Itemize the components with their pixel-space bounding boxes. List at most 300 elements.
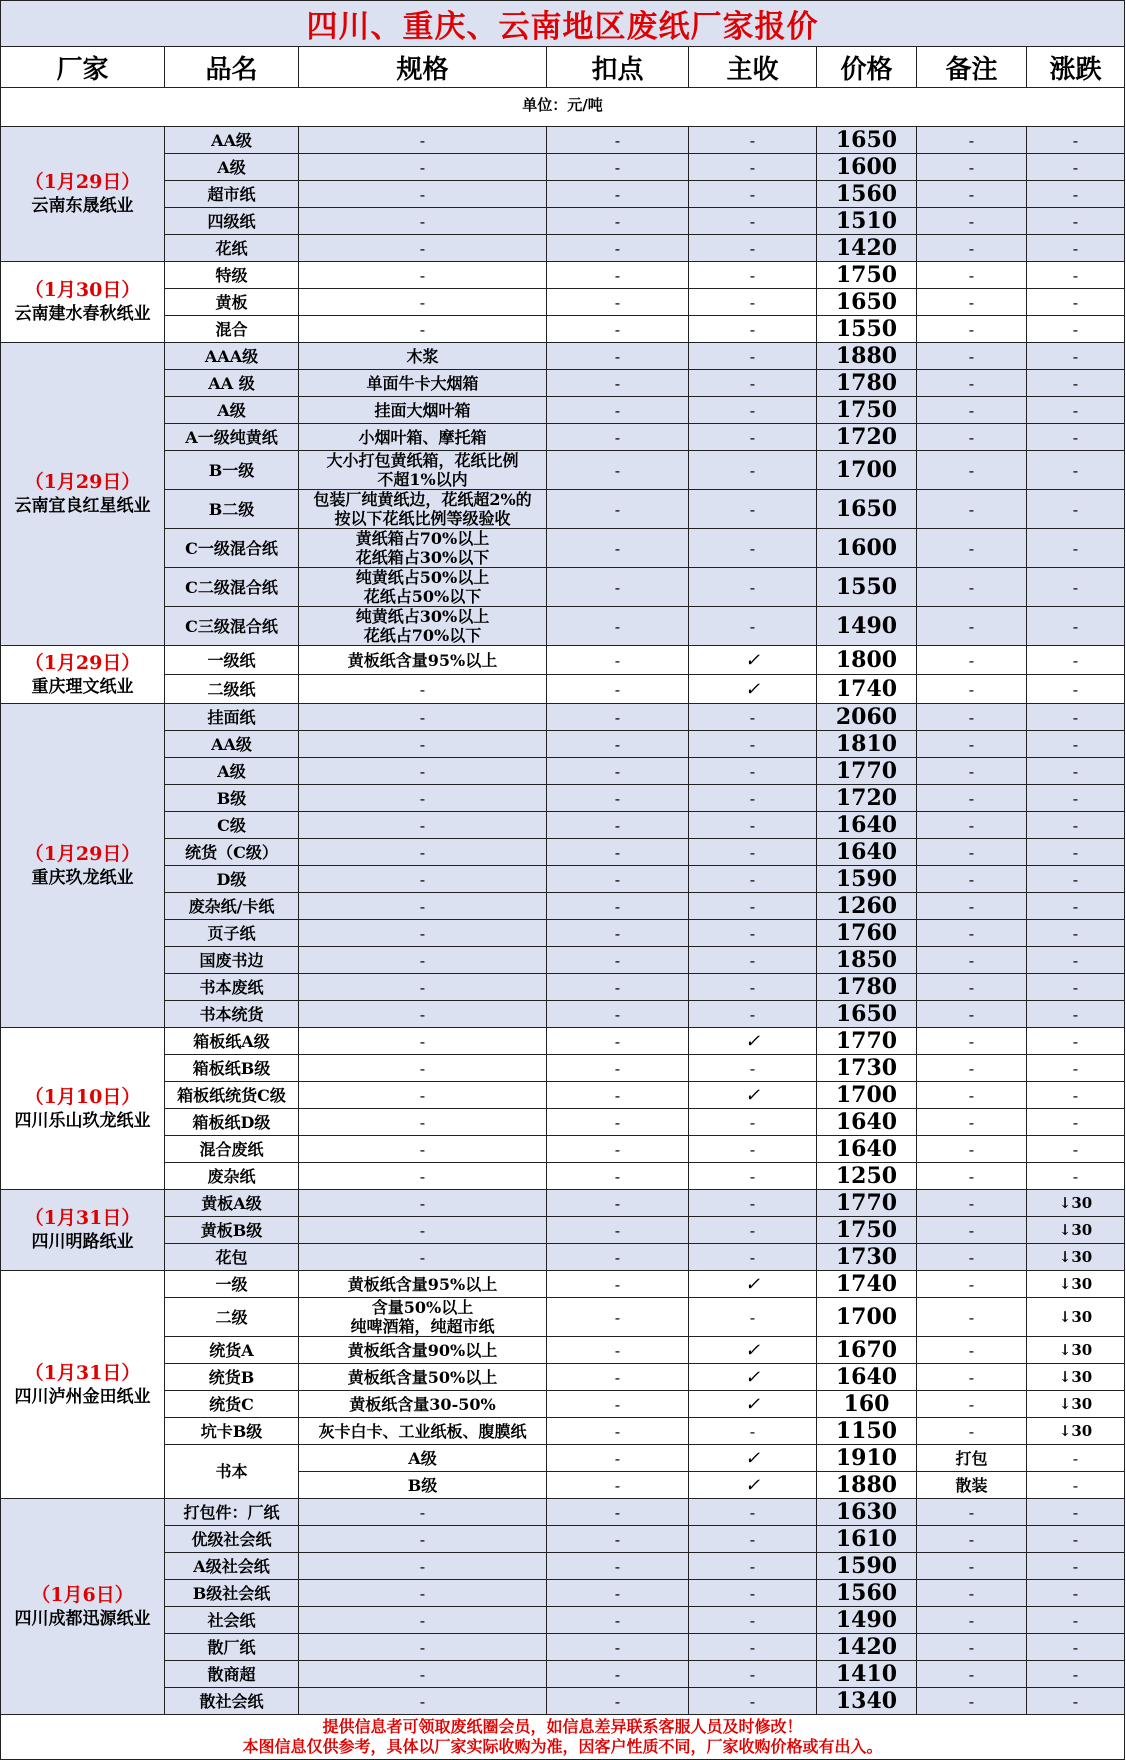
change-cell: - [1027,289,1125,316]
change-cell: - [1027,893,1125,920]
product-cell: A级 [165,397,299,424]
product-cell: A级 [165,758,299,785]
change-cell: - [1027,675,1125,704]
table-row [1,731,1125,758]
note-cell: - [917,1109,1027,1136]
spec-cell: 单面牛卡大烟箱 [299,370,547,397]
product-cell: 箱板纸统货C级 [165,1082,299,1109]
change-cell: - [1027,1634,1125,1661]
price-cell: 1640 [817,812,917,839]
main-purchase-cell: - [689,529,817,568]
change-cell: - [1027,397,1125,424]
product-cell: 散社会纸 [165,1688,299,1715]
change-cell: - [1027,839,1125,866]
price-cell: 1880 [817,1472,917,1499]
price-rows [1,127,1125,1715]
deduction-cell: - [547,1337,689,1364]
table-row [1,397,1125,424]
note-cell: - [917,154,1027,181]
deduction-cell: - [547,1364,689,1391]
note-cell: 散装 [917,1472,1027,1499]
spec-cell: - [299,181,547,208]
deduction-cell: - [547,490,689,529]
price-cell: 1650 [817,127,917,154]
change-cell: ↓30 [1027,1190,1125,1217]
spec-cell: - [299,1526,547,1553]
table-row [1,1163,1125,1190]
main-purchase-cell: - [689,1553,817,1580]
product-cell: 特级 [165,262,299,289]
manufacturer-name: 云南宜良红星纸业 [14,496,151,516]
table-row [1,1244,1125,1271]
deduction-cell: - [547,424,689,451]
change-cell: ↓30 [1027,1391,1125,1418]
main-purchase-cell: - [689,490,817,529]
main-purchase-cell: - [689,1190,817,1217]
spec-cell: - [299,1136,547,1163]
manufacturer-name: 四川成都迅源纸业 [14,1608,151,1629]
change-cell: - [1027,529,1125,568]
product-cell: 箱板纸D级 [165,1109,299,1136]
product-cell: 混合 [165,316,299,343]
change-cell: - [1027,1688,1125,1715]
table-row [1,235,1125,262]
table-row [1,1298,1125,1337]
deduction-cell: - [547,529,689,568]
spec-cell: 灰卡白卡、工业纸板、腹膜纸 [299,1418,547,1445]
product-cell: C级 [165,812,299,839]
table-row [1,646,1125,675]
note-cell: - [917,424,1027,451]
table-row [1,1055,1125,1082]
product-cell: 花包 [165,1244,299,1271]
main-purchase-cell: - [689,812,817,839]
spec-cell: - [299,1163,547,1190]
note-cell: - [917,370,1027,397]
spec-cell: - [299,127,547,154]
price-cell: 1610 [817,1526,917,1553]
product-cell: 书本统货 [165,1001,299,1028]
note-cell: - [917,1136,1027,1163]
product-cell: B一级 [165,451,299,490]
table-row [1,1109,1125,1136]
spec-cell: - [299,1499,547,1526]
main-purchase-cell: - [689,704,817,731]
deduction-cell: - [547,1688,689,1715]
price-cell: 1640 [817,1136,917,1163]
table-row [1,1217,1125,1244]
table-row [1,920,1125,947]
deduction-cell: - [547,731,689,758]
manufacturer-name: 云南建水春秋纸业 [14,304,151,324]
change-cell: - [1027,451,1125,490]
note-cell: - [917,397,1027,424]
note-cell: - [917,343,1027,370]
note-cell: - [917,839,1027,866]
product-cell: 优级社会纸 [165,1526,299,1553]
change-cell: - [1027,947,1125,974]
table-row [1,758,1125,785]
change-cell: - [1027,1082,1125,1109]
deduction-cell: - [547,947,689,974]
price-cell: 1700 [817,1082,917,1109]
deduction-cell: - [547,1634,689,1661]
spec-cell: - [299,1055,547,1082]
price-cell: 1740 [817,1271,917,1298]
main-purchase-cell: ✓ [689,1445,817,1472]
spec-cell: 挂面大烟叶箱 [299,397,547,424]
price-cell: 1420 [817,235,917,262]
main-purchase-cell: ✓ [689,1364,817,1391]
note-cell: - [917,1217,1027,1244]
change-cell: - [1027,370,1125,397]
price-cell: 1800 [817,646,917,675]
product-cell: AA级 [165,127,299,154]
deduction-cell: - [547,1499,689,1526]
product-cell: 废杂纸 [165,1163,299,1190]
note-cell: - [917,785,1027,812]
main-purchase-cell: - [689,1634,817,1661]
price-cell: 1730 [817,1244,917,1271]
change-cell: - [1027,1028,1125,1055]
change-cell: - [1027,920,1125,947]
main-purchase-cell: ✓ [689,675,817,704]
unit-row [1,88,1125,127]
footer-row [1,1715,1125,1760]
change-cell: - [1027,1163,1125,1190]
price-cell: 1650 [817,490,917,529]
change-cell: - [1027,866,1125,893]
main-purchase-cell: - [689,370,817,397]
change-cell: ↓30 [1027,1337,1125,1364]
spec-cell: 含量50%以上 纯啤酒箱，纯超市纸 [299,1298,547,1337]
manufacturer-cell [1,1271,165,1499]
deduction-cell: - [547,154,689,181]
table-row [1,1580,1125,1607]
deduction-cell: - [547,1217,689,1244]
note-cell: - [917,235,1027,262]
note-cell: - [917,1298,1027,1337]
deduction-cell: - [547,343,689,370]
change-cell: - [1027,646,1125,675]
change-cell: - [1027,424,1125,451]
price-cell: 1780 [817,370,917,397]
spec-cell: - [299,1634,547,1661]
note-cell: - [917,1337,1027,1364]
table-row [1,289,1125,316]
table-row [1,262,1125,289]
table-row [1,1082,1125,1109]
table-row [1,490,1125,529]
spec-cell: - [299,758,547,785]
spec-cell: - [299,1028,547,1055]
price-cell: 1560 [817,1580,917,1607]
main-purchase-cell: - [689,1580,817,1607]
main-purchase-cell: ✓ [689,1472,817,1499]
main-purchase-cell: - [689,731,817,758]
table-row [1,839,1125,866]
table-row [1,607,1125,646]
table-row [1,812,1125,839]
deduction-cell: - [547,1271,689,1298]
note-cell: - [917,1082,1027,1109]
spec-cell: - [299,1244,547,1271]
product-cell: B级社会纸 [165,1580,299,1607]
deduction-cell: - [547,1526,689,1553]
note-cell: - [917,1055,1027,1082]
note-cell: - [917,1607,1027,1634]
footer-line-1: 提供信息者可领取废纸圈会员，如信息差异联系客服人员及时修改！ [322,1717,803,1736]
change-cell: - [1027,1580,1125,1607]
spec-cell: - [299,1607,547,1634]
main-purchase-cell: - [689,1217,817,1244]
table-row [1,127,1125,154]
deduction-cell: - [547,1190,689,1217]
manufacturer-name: 四川明路纸业 [31,1232,134,1252]
change-cell: - [1027,568,1125,607]
deduction-cell: - [547,370,689,397]
deduction-cell: - [547,1136,689,1163]
main-purchase-cell: ✓ [689,1082,817,1109]
deduction-cell: - [547,1109,689,1136]
deduction-cell: - [547,1082,689,1109]
main-purchase-cell: - [689,235,817,262]
note-cell: - [917,731,1027,758]
deduction-cell: - [547,1580,689,1607]
product-cell: 坑卡B级 [165,1418,299,1445]
header-price: 价格 [817,47,917,88]
header-spec: 规格 [299,47,547,88]
price-cell: 1510 [817,208,917,235]
spec-cell: 木浆 [299,343,547,370]
product-cell: B级 [165,785,299,812]
main-purchase-cell: - [689,893,817,920]
price-cell: 1600 [817,529,917,568]
quote-date: （1月29日） [24,471,141,493]
product-cell: 散厂纸 [165,1634,299,1661]
note-cell: - [917,704,1027,731]
table-row [1,568,1125,607]
change-cell: - [1027,1445,1125,1472]
table-row [1,1688,1125,1715]
table-row [1,316,1125,343]
footer-line-2: 本图信息仅供参考，具体以厂家实际收购为准，因客户性质不同，厂家收购价格或有出入。 [242,1737,883,1756]
change-cell: - [1027,1136,1125,1163]
product-cell: 黄板 [165,289,299,316]
table-row [1,893,1125,920]
product-cell: 黄板B级 [165,1217,299,1244]
main-purchase-cell: - [689,1418,817,1445]
manufacturer-name: 重庆理文纸业 [31,676,134,697]
change-cell: - [1027,1607,1125,1634]
price-cell: 1720 [817,785,917,812]
product-cell: 混合废纸 [165,1136,299,1163]
price-cell: 1640 [817,839,917,866]
deduction-cell: - [547,127,689,154]
price-cell: 1670 [817,1337,917,1364]
product-cell: 社会纸 [165,1607,299,1634]
main-purchase-cell: - [689,1499,817,1526]
table-row [1,785,1125,812]
deduction-cell: - [547,1163,689,1190]
product-cell: D级 [165,866,299,893]
manufacturer-cell [1,1499,165,1715]
header-product: 品名 [165,47,299,88]
table-row [1,370,1125,397]
change-cell: - [1027,1499,1125,1526]
product-cell: 书本废纸 [165,974,299,1001]
deduction-cell: - [547,1001,689,1028]
note-cell: - [917,758,1027,785]
note-cell: - [917,1163,1027,1190]
spec-cell: - [299,1001,547,1028]
note-cell: - [917,1499,1027,1526]
product-cell: 超市纸 [165,181,299,208]
main-purchase-cell: ✓ [689,1337,817,1364]
change-cell: - [1027,731,1125,758]
price-cell: 1550 [817,568,917,607]
product-cell: 散商超 [165,1661,299,1688]
header-note: 备注 [917,47,1027,88]
spec-cell: - [299,262,547,289]
main-purchase-cell: - [689,568,817,607]
manufacturer-name: 重庆玖龙纸业 [31,867,134,888]
main-purchase-cell: - [689,1661,817,1688]
note-cell: - [917,974,1027,1001]
main-purchase-cell: - [689,289,817,316]
manufacturer-cell [1,262,165,343]
note-cell: - [917,1418,1027,1445]
spec-cell: B级 [299,1472,547,1499]
header-deduction: 扣点 [547,47,689,88]
main-purchase-cell: ✓ [689,1271,817,1298]
change-cell: ↓30 [1027,1244,1125,1271]
change-cell: - [1027,1055,1125,1082]
product-cell: 挂面纸 [165,704,299,731]
product-cell: 统货C [165,1391,299,1418]
main-purchase-cell: ✓ [689,1391,817,1418]
price-cell: 1560 [817,181,917,208]
product-cell: 统货A [165,1337,299,1364]
change-cell: ↓30 [1027,1271,1125,1298]
change-cell: - [1027,785,1125,812]
product-cell: 二级纸 [165,675,299,704]
note-cell: - [917,607,1027,646]
deduction-cell: - [547,1418,689,1445]
price-cell: 1740 [817,675,917,704]
spec-cell: 黄纸箱占70%以上 花纸箱占30%以下 [299,529,547,568]
manufacturer-cell [1,1190,165,1271]
note-cell: - [917,1190,1027,1217]
table-row [1,1001,1125,1028]
main-purchase-cell: - [689,1298,817,1337]
price-cell: 1600 [817,154,917,181]
table-row [1,1364,1125,1391]
price-cell: 1750 [817,1217,917,1244]
table-row [1,451,1125,490]
note-cell: - [917,947,1027,974]
price-cell: 1250 [817,1163,917,1190]
spec-cell: 黄板纸含量95%以上 [299,1271,547,1298]
main-purchase-cell: - [689,154,817,181]
note-cell: - [917,127,1027,154]
main-purchase-cell: - [689,397,817,424]
table-row [1,675,1125,704]
quote-date: （1月30日） [24,279,141,301]
deduction-cell: - [547,704,689,731]
note-cell: - [917,1364,1027,1391]
table-row [1,1391,1125,1418]
note-cell: - [917,646,1027,675]
spec-cell: - [299,208,547,235]
main-purchase-cell: - [689,424,817,451]
spec-cell: - [299,1190,547,1217]
change-cell: - [1027,1472,1125,1499]
deduction-cell: - [547,451,689,490]
note-cell: - [917,1391,1027,1418]
table-row [1,529,1125,568]
product-cell: 一级纸 [165,646,299,675]
main-purchase-cell: - [689,1607,817,1634]
product-cell: 四级纸 [165,208,299,235]
table-row [1,154,1125,181]
deduction-cell: - [547,893,689,920]
main-purchase-cell: - [689,1109,817,1136]
manufacturer-cell [1,704,165,1028]
table-row [1,1607,1125,1634]
price-cell: 1880 [817,343,917,370]
deduction-cell: - [547,785,689,812]
price-cell: 1490 [817,1607,917,1634]
table-row [1,1271,1125,1298]
price-cell: 1650 [817,1001,917,1028]
price-cell: 1910 [817,1445,917,1472]
product-cell: AA 级 [165,370,299,397]
note-cell: - [917,262,1027,289]
table-row [1,1526,1125,1553]
change-cell: - [1027,812,1125,839]
spec-cell: 黄板纸含量50%以上 [299,1364,547,1391]
sheet-title: 四川、重庆、云南地区废纸厂家报价 [1,1,1125,47]
manufacturer-cell [1,646,165,704]
table-row [1,1190,1125,1217]
main-purchase-cell: - [689,866,817,893]
main-purchase-cell: - [689,920,817,947]
change-cell: - [1027,127,1125,154]
deduction-cell: - [547,646,689,675]
quote-date: （1月29日） [24,842,141,865]
deduction-cell: - [547,974,689,1001]
price-cell: 160 [817,1391,917,1418]
deduction-cell: - [547,1607,689,1634]
spec-cell: - [299,731,547,758]
price-cell: 1640 [817,1109,917,1136]
spec-cell: - [299,1580,547,1607]
main-purchase-cell: ✓ [689,1028,817,1055]
note-cell: - [917,1661,1027,1688]
product-cell: 黄板A级 [165,1190,299,1217]
note-cell: - [917,490,1027,529]
spec-cell: 黄板纸含量30-50% [299,1391,547,1418]
main-purchase-cell: - [689,127,817,154]
table-row [1,424,1125,451]
spec-cell: - [299,839,547,866]
spec-cell: - [299,947,547,974]
change-cell: - [1027,1001,1125,1028]
spec-cell: - [299,1553,547,1580]
table-row [1,1445,1125,1472]
spec-cell: - [299,1688,547,1715]
